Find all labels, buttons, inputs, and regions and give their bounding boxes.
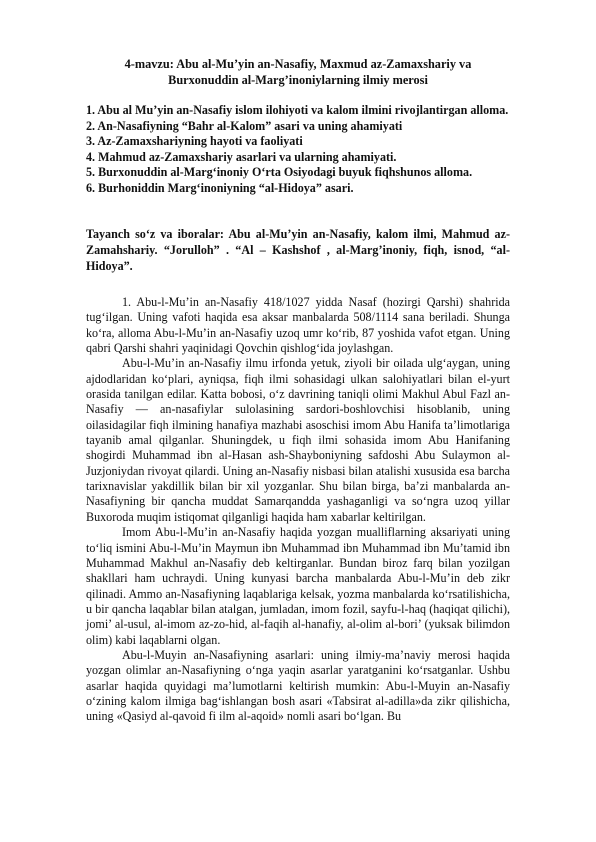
paragraph: 1. Abu-l-Mu’in an-Nasafiy 418/1027 yidda Nasaf (hozirgi Qarshi) shahrida tug‘ilgan. Uning vafoti haqida esa aksar manbalarda 508/1114 sana beriladi. Shunga ko‘ra, alloma Abu-l-Mu’in an-Nasafiy uzoq umr ko‘rib, 87 yoshida vafot etgan. Uning qabri Qarshi shahri yaqinidagi Qovchin qishlog‘ida joylashgan.: [86, 295, 510, 356]
plan-item: 4. Mahmud az-Zamaxshariy asarlari va ularning ahamiyati.: [86, 149, 397, 164]
topic-plan: [86, 103, 510, 197]
key-terms: Tayanch so‘z va iboralar: Abu al-Mu’yin an-Nasafiy, kalom ilmi, Mahmud az-Zamahshariy. “Jorulloh” . “Al – Kashshof , al-Marg’inoniy, fiqh, isnod, “al-Hidoya”.: [86, 227, 510, 274]
title-line-2: Burxonuddin al-Marg’inoniylarning ilmiy merosi: [168, 73, 428, 87]
plan-item: 3. Az-Zamaxshariyning hayoti va faoliyati: [86, 134, 303, 149]
paragraph: Abu-l-Mu’in an-Nasafiy ilmu irfonda yetuk, ziyoli bir oilada ulg‘aygan, uning ajdodlaridan ko‘plari, ayniqsa, fiqh ilmi sohasidagi ulkan salohiyatlari bilan el-yurt orasida tanilgan edilar. Katta bobosi, o‘z davrining taniqli olimi Makhul Abul Fazl an-Nasafiy — an-nasafiylar sulolasining sardori-boshlovchisi hisoblanib, uning oilasidagilar fiqh ilmining hanafiya mazhabi asoschisi imom Abu Hanifa ta’limotlariga tayanib amal qilganlar. Shuningdek, u fiqh ilmi sohasida imom Abu Hanifaning shogirdi Muhammad ibn al-Hasan ash-Shayboniyning safdoshi Abu Sulaymon al-Juzjoniydan rivoyat qilardi. Uning an-Nasafiy nisbasi bilan atalishi xususida esa barcha tarixnavislar yakdillik bilan bir xil yozganlar. Shu bilan birga, ba’zi manbalarda an-Nasafiyning bir qancha muddat Samarqandda yashaganligi va so‘ngra uzoq yillar Buxoroda muqim istiqomat qilganligi haqida ham xabarlar keltirilgan.: [86, 356, 510, 524]
plan-item: 2. An-Nasafiyning “Bahr al-Kalom” asari va uning ahamiyati: [86, 118, 403, 133]
paragraph: Abu-l-Muyin an-Nasafiyning asarlari: uning ilmiy-ma’naviy merosi haqida yozgan olimlar an-Nasafiyning o‘nga yaqin asarlar yaratganini ko‘rsatganlar. Ushbu asarlar haqida quyidagi ma’lumotlarni keltirish mumkin: Abu-l-Muyin an-Nasafiy o‘zining kalom ilmiga bag‘ishlangan bosh asari «Tabsirat al-adilla»da zikr qilishicha, uning «Qasiyd al-qavoid fi ilm al-aqoid» nomli asari bo‘lgan. Bu: [86, 647, 510, 724]
paragraph: Imom Abu-l-Mu’in an-Nasafiy haqida yozgan mualliflarning aksariyati uning to‘liq ismini Abu-l-Mu’in Maymun ibn Muhammad ibn Muhammad ibn Mu’tamid ibn Muhammad Makhul an-Nasafiy deb keltirganlar. Bundan biroz farq bilan yozilgan shakllari ham uchraydi. Uning kunyasi barcha manbalarda Abu-l-Mu’in deb zikr qilinadi. Ammo an-Nasafiyning laqablariga kelsak, yozma manbalarda ko‘rsatilishicha, u bir qancha laqablar bilan atalgan, jumladan, imom fozil, sayfu-l-haq (haqiqat qilichi), jomi’ al-usul, al-imom az-zo-hid, al-faqih al-hanafiy, al-olim al-bori’ (yuksak bilimdon olim) kabi laqablarni olgan.: [86, 525, 510, 647]
plan-item: 6. Burhoniddin Marg‘inoniyning “al-Hidoya” asari.: [86, 180, 354, 195]
page-title: [86, 56, 510, 88]
plan-item: 1. Abu al Mu’yin an-Nasafiy islom ilohiyoti va kalom ilmini rivojlantirgan alloma.: [86, 103, 509, 117]
body-text: [86, 295, 510, 725]
title-line-1: 4-mavzu: Abu al-Mu’yin an-Nasafiy, Maxmud az-Zamaxshariy va: [124, 57, 472, 71]
plan-item: 5. Burxonuddin al-Marg‘inoniy O‘rta Osiyodagi buyuk fiqhshunos alloma.: [86, 165, 473, 180]
